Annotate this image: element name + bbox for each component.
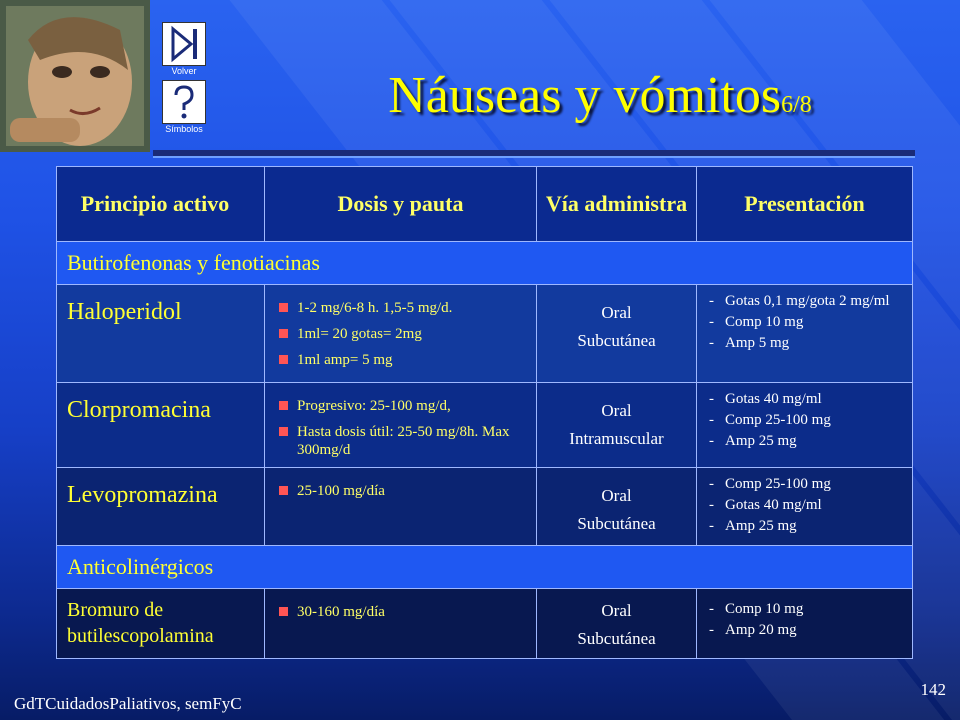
dose-list [265,285,536,369]
page-number: 142 [920,680,946,699]
header-route: Vía administra [537,167,697,242]
title-divider [153,150,915,156]
list-item: - Comp 25-100 mg [707,476,906,493]
dose-list [265,383,536,459]
play-end-icon [163,23,205,65]
route-cell [537,468,697,546]
header-principle: Principio activo [57,167,265,242]
list-item: - Comp 25-100 mg [707,412,906,429]
drug-name: Levopromazina [57,468,265,546]
list-item: - Comp 10 mg [707,601,906,618]
header-presentation: Presentación [697,167,913,242]
list-item: 30-160 mg/día [279,603,528,621]
list-item: 25-100 mg/día [279,482,528,500]
list-item: Progresivo: 25-100 mg/d, [279,397,528,415]
presentation-list [697,285,912,352]
route-cell [537,383,697,468]
presentation-list [697,383,912,450]
list-item: - Comp 10 mg [707,314,906,331]
route-cell [537,589,697,659]
slide-title-sub: 6/8 [781,92,812,118]
slide-title-text: Náuseas y vómitos [388,67,782,124]
group-header: Butirofenonas y fenotiacinas [57,242,913,285]
list-item: - Gotas 0,1 mg/gota 2 mg/ml [707,293,906,310]
dose-list [265,468,536,500]
symbols-label: Símbolos [165,124,203,134]
group-header: Anticolinérgicos [57,546,913,589]
portrait-image [0,0,150,152]
list-item: - Amp 5 mg [707,335,906,352]
list-item: 1-2 mg/6-8 h. 1,5-5 mg/d. [279,299,528,317]
route-item: Oral [601,486,632,505]
list-item: - Amp 20 mg [707,622,906,639]
list-item: - Amp 25 mg [707,518,906,535]
route-item: Subcutánea [577,514,656,533]
drug-name: Clorpromacina [57,383,265,468]
slide-title [300,66,900,125]
presentation-list [697,468,912,535]
table-row [57,383,913,468]
list-item: - Gotas 40 mg/ml [707,391,906,408]
table-row [57,589,913,659]
back-button[interactable] [162,22,206,66]
route-item: Oral [601,401,632,420]
drug-name: Bromuro de butilescopolamina [57,589,265,659]
back-label: Volver [171,66,197,76]
route-item: Oral [601,601,632,620]
symbols-button[interactable] [162,80,206,124]
question-mark-icon [163,81,205,123]
table-row [57,285,913,383]
route-item: Subcutánea [577,629,656,648]
footer-credit: GdTCuidadosPaliativos, semFyC [14,694,242,713]
route-cell [537,285,697,383]
list-item: 1ml amp= 5 mg [279,351,528,369]
route-item: Intramuscular [569,429,664,448]
dose-list [265,589,536,621]
route-item: Oral [601,303,632,322]
route-item: Subcutánea [577,331,656,350]
list-item: - Gotas 40 mg/ml [707,497,906,514]
drug-name: Haloperidol [57,285,265,383]
presentation-list [697,589,912,639]
drug-table [56,166,913,659]
table-row [57,468,913,546]
list-item: Hasta dosis útil: 25-50 mg/8h. Max 300mg/d [279,423,528,459]
list-item: - Amp 25 mg [707,433,906,450]
header-dose: Dosis y pauta [265,167,537,242]
list-item: 1ml= 20 gotas= 2mg [279,325,528,343]
